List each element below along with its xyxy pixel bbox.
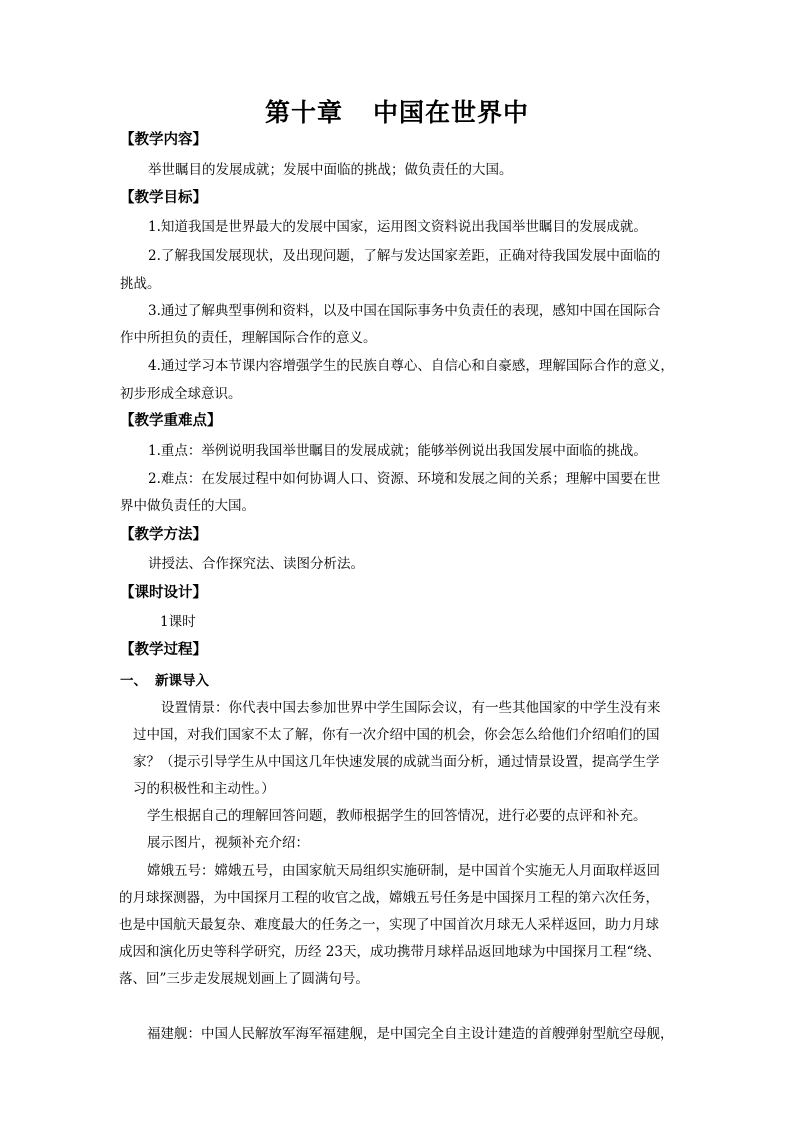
goal-line: 4.通过学习本节课内容增强学生的民族自尊心、自信心和自豪感，理解国际合作的意义， (148, 358, 674, 374)
heading-process: 【教学过程】 (120, 641, 207, 658)
key-line: 2.难点：在发展过程中如何协调人口、资源、环境和发展之间的关系；理解中国要在世 (148, 471, 661, 487)
process-line: 过中国，对我们国家不太了解，你有一次介绍中国的机会，你会怎么给他们介绍咱们的国 (133, 727, 660, 743)
heading-key-points: 【教学重难点】 (120, 412, 222, 429)
process-line: 成因和演化历史等科学研究，历经 23天，成功携带月球样品返回地球为中国探月工程“绕、 (119, 944, 661, 960)
heading-design: 【课时设计】 (120, 584, 207, 601)
process-line: 设置情景：你代表中国去参加世界中学生国际会议，有一些其他国家的中学生没有来 (161, 700, 661, 716)
goal-line: 初步形成全球意识。 (120, 386, 242, 402)
goal-line: 1.知道我国是世界最大的发展中国家，运用图文资料说出我国举世瞩目的发展成就。 (148, 219, 647, 235)
step-number: 一、 (120, 673, 147, 689)
chapter-title (0, 95, 794, 131)
process-line: 福建舰：中国人民解放军海军福建舰，是中国完全自主设计建造的首艘弹射型航空母舰， (147, 1026, 674, 1042)
process-line: 的月球探测器，为中国探月工程的收官之战，嫦娥五号任务是中国探月工程的第六次任务， (119, 890, 659, 906)
process-line: 也是中国航天最复杂、难度最大的任务之一，实现了中国首次月球无人采样返回，助力月球 (119, 917, 659, 933)
content-text: 举世瞩目的发展成就；发展中面临的挑战；做负责任的大国。 (148, 162, 513, 178)
step-title: 新课导入 (155, 673, 209, 689)
goal-line: 3.通过了解典型事例和资料，以及中国在国际事务中负责任的表现，感知中国在国际合 (148, 303, 661, 319)
heading-content: 【教学内容】 (120, 131, 207, 148)
goal-line: 2.了解我国发展现状，及出现问题，了解与发达国家差距，正确对待我国发展中面临的 (148, 248, 661, 264)
chapter-name: 中国在世界中 (373, 98, 530, 127)
process-line: 习的积极性和主动性。） (133, 781, 275, 797)
goal-line: 挑战。 (120, 276, 161, 292)
process-line: 家？（提示引导学生从中国这几年快速发展的成就当面分析，通过情景设置，提高学生学 (133, 754, 660, 770)
step-heading (120, 671, 209, 691)
process-line: 落、回”三步走发展规划画上了圆满句号。 (119, 971, 369, 987)
method-text: 讲授法、合作探究法、读图分析法。 (148, 556, 364, 572)
heading-goals: 【教学目标】 (120, 189, 207, 206)
process-line: 展示图片，视频补充介绍： (147, 835, 309, 851)
key-line: 界中做负责任的大国。 (120, 498, 255, 514)
heading-method: 【教学方法】 (120, 526, 207, 543)
design-text: 1课时 (160, 614, 196, 630)
chapter-number: 第十章 (264, 98, 343, 127)
process-line: 学生根据自己的理解回答问题，教师根据学生的回答情况，进行必要的点评和补充。 (147, 808, 647, 824)
goal-line: 作中所担负的责任，理解国际合作的意义。 (120, 330, 377, 346)
process-line: 嫦娥五号：嫦娥五号，由国家航天局组织实施研制，是中国首个实施无人月面取样返回 (147, 863, 660, 879)
key-line: 1.重点：举例说明我国举世瞩目的发展成就；能够举例说出我国发展中面临的挑战。 (148, 443, 647, 459)
